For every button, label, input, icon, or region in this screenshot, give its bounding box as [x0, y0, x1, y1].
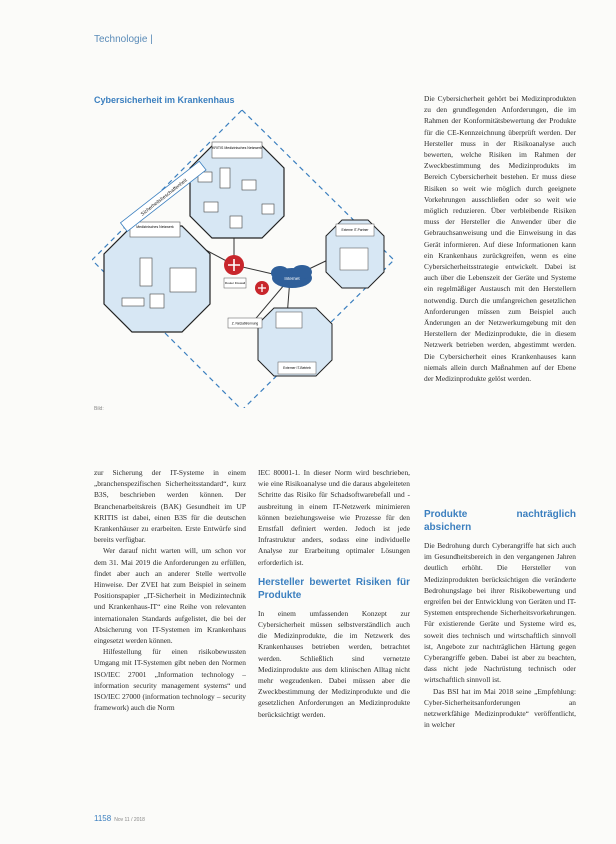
page-number: 1158 [94, 814, 112, 823]
paragraph: Hilfestellung für einen risikobewussten Umgang mit IT-Systemen gibt neben den Normen ISO/IEC 27001 „Information technology – information security management systems“ und ISO/IEC 27000 (information technology – security framework) auch die Norm [94, 647, 246, 713]
column-right [424, 500, 576, 730]
top-box-label: KRITIS Medizinisches Netzwerk [212, 146, 262, 150]
section-heading: Hersteller bewertet Risiken für Produkte [258, 576, 410, 601]
column-left [94, 467, 246, 713]
page-footer [94, 814, 145, 823]
network-diagram [92, 108, 402, 408]
issue-label: Nov 11 / 2018 [114, 817, 145, 823]
router-icon-2 [255, 281, 269, 295]
section-tag: Technologie | [94, 34, 153, 45]
router-label: Router Firewall [224, 281, 246, 285]
paragraph: Die Bedrohung durch Cyberangriffe hat sich auch im Gesundheitsbereich in den vergangenen Jahren deutlich erhöht. Die Hersteller von Medizinprodukten berücksichtigen die veränderte Bedrohungslage bei ihrer Risikobewertung und ergreifen bei der Entwicklung von Geräten und IT-Systemen entsprechende Sicherheitsvorkehrungen. Für existierende Geräte und Systeme wird es, soweit dies technisch und wirtschaftlich sinnvoll ist, Angebote zur nachträglichen Härtung gegen Cyberangriffe geben. Dabei ist aber zu beachten, dass nicht jede Nachrüstung technisch oder wirtschaftlich sinnvoll ist. [424, 541, 576, 685]
left-box-label: Medizinisches Netzwerk [136, 225, 174, 229]
internet-cloud [271, 265, 312, 288]
column-middle [258, 467, 410, 720]
paragraph: IEC 80001-1. In dieser Norm wird beschrieben, wie eine Risikoanalyse und die daraus abgeleiteten Schritte das Risiko für Schadsoftwarebefall und -ausbreitung in einem IT-Netzwerk minimieren können beziehungsweise wie Prozesse für den Ernstfall definiert werden. Jedoch ist jede Infrastruktur anders, sodass eine individuelle Analyse zur Erarbeitung optimaler Lösungen erforderlich ist. [258, 468, 410, 567]
band-label: Sicherheitsbeschaffenheit [139, 177, 189, 218]
section-heading: Produkte nachträglich absichern [424, 509, 576, 533]
figure-credit: Bild: [94, 406, 104, 412]
paragraph: In einem umfassenden Konzept zur Cybersicherheit müssen selbstverständlich auch die Medizinprodukte, die im Netzwerk des Krankenhauses betrieben werden, betrachtet werden. Schließlich sind vernetzte Medizinprodukte aus dem klinischen Alltag nicht mehr wegzudenken. Dabei müssen aber die Zweckbestimmung der Medizinprodukte und die gesetzlichen Anforderungen an Medizinprodukte berücksichtigt werden. [258, 608, 410, 719]
bottom-box-label: Externer IT-Betrieb [283, 366, 311, 370]
right-box-label: Externe IT-Partner [341, 228, 369, 232]
wlan-label: Z. Netzabtrennung [231, 321, 259, 326]
paragraph: Wer darauf nicht warten will, um schon vor dem 31. Mai 2019 die Anforderungen zu erfüllen, findet aber auch an anderer Stelle wertvolle Hinweise. Der ZVEI hat zum Beispiel in seinem Positionspapier „IT-Sicherheit in Medizintechnik und Krankenhaus-IT“ eine Reihe von relevanten internationalen Standards aufgelistet, die bei der Absicherung von IT-Systemen im Krankenhaus eingesetzt werden können. [94, 546, 246, 646]
column-right-top [424, 93, 576, 384]
router-icon [224, 255, 244, 275]
paragraph: Die Cybersicherheit gehört bei Medizinprodukten zu den grundlegenden Anforderungen, die im Rahmen der Konformitätsbewertung der Produkte für die CE-Kennzeichnung überprüft werden. Der Hersteller muss in der Risikoanalyse auch bewerten, welche Risiken im Rahmen der Zweckbestimmung des Medizinprodukts im Bereich Cybersicherheit bestehen. Er muss diese Risiken so weit wie möglich durch geeignete Vorkehrungen ausschließen oder so weit wie möglich reduzieren. Über verbleibende Risiken muss der Hersteller die Anwender über die Gebrauchsanweisung und die Einweisung in das Gerät informieren. Auf diese Informationen kann ein Krankenhaus zurückgreifen, wenn es eine Cybersicherheitsstrategie entwickelt. Dabei ist auch über die Lebenszeit der Geräte und Systeme ein regelmäßiger Austausch mit den Herstellern notwendig. Durch die umfangreichen gesetzlichen Anforderungen müssen zum Beispiel auch Änderungen an der Netzwerkumgebung mit den Herstellern der Medizinprodukte, die in diesem Netzwerk betrieben werden, abgestimmt werden. Die Cybersicherheit eines Krankenhauses kann niemals allein durch Maßnahmen auf der Ebene der Medizinprodukte gelöst werden. [424, 94, 576, 384]
figure-title: Cybersicherheit im Krankenhaus [94, 95, 235, 105]
paragraph: zur Sicherung der IT-Systeme in einem „branchenspezifischen Sicherheitsstandard“, kurz B3S, beschrieben werden können. Der Branchenarbeitskreis (BAK) Gesundheit im UP KRITIS ist dabei, einen B3S für die deutschen Krankenhäuser zu erarbeiten. Erste Entwürfe sind bereits verfügbar. [94, 468, 246, 545]
paragraph: Das BSI hat im Mai 2018 seine „Empfehlung: Cyber-Sicherheitsanforderungen an netzwerkfähige Medizinprodukte“ veröffentlicht, in welcher [424, 686, 576, 730]
internet-label: Internet [284, 276, 300, 281]
